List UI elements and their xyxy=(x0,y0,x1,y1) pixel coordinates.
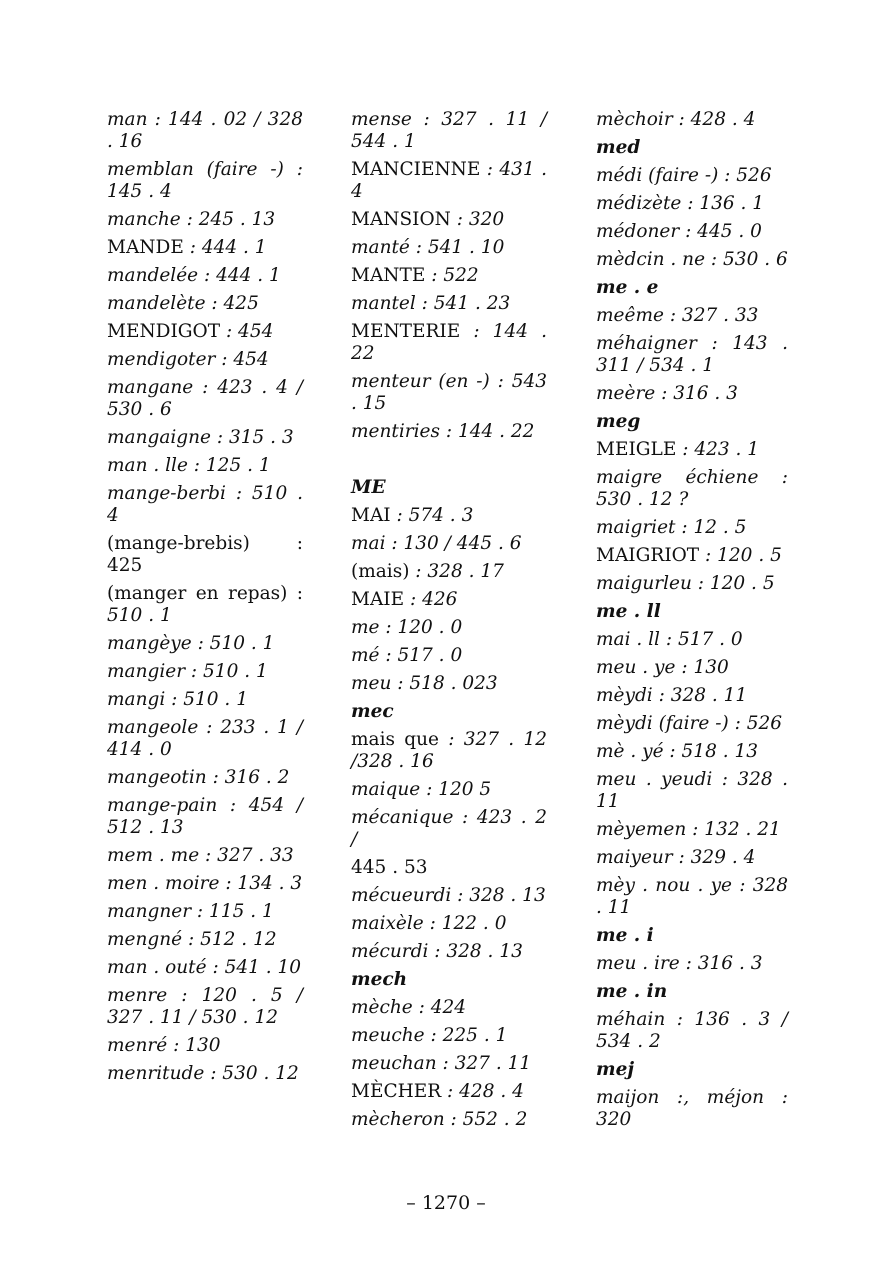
entry-word: médizète xyxy=(596,193,682,214)
page-number: – 1270 – xyxy=(406,1192,486,1214)
entry-word: mangèye xyxy=(107,633,192,654)
entry-word: mèchoir xyxy=(596,109,673,130)
entry-reference: : 316 . 3 xyxy=(679,953,763,974)
entry-word: MEIGLE xyxy=(596,439,677,460)
entry-word: manche xyxy=(107,209,181,230)
index-entry xyxy=(107,764,303,792)
entry-reference: : 425 xyxy=(205,293,259,314)
entry-word: MAI xyxy=(351,505,391,526)
entry-word: MANCIENNE xyxy=(351,159,481,180)
entry-reference: : 512 . 12 xyxy=(182,929,277,950)
entry-reference: : 136 . 3 / 534 . 2 xyxy=(596,1009,788,1052)
entry-reference: 510 . 1 xyxy=(107,605,172,626)
index-entry xyxy=(107,1032,303,1060)
entry-word: mengné xyxy=(107,929,183,950)
entry-word: MENDIGOT xyxy=(107,321,221,342)
section-heading: me . in xyxy=(596,981,668,1002)
entry-reference: : 136 . 1 xyxy=(681,193,765,214)
entry-word: meère xyxy=(596,383,656,404)
index-entry xyxy=(107,106,303,156)
entry-reference: : 328 . 13 xyxy=(428,941,523,962)
entry-reference: : 320 xyxy=(596,1087,788,1130)
index-entry xyxy=(596,844,788,872)
spacer xyxy=(351,446,547,474)
entry-reference: : 327 . 11 xyxy=(436,1053,532,1074)
index-entry xyxy=(107,156,303,206)
entry-reference: : 517 . 0 xyxy=(659,629,743,650)
entry-reference: : 510 . 4 xyxy=(107,483,303,526)
entry-word: me xyxy=(351,617,380,638)
index-entry xyxy=(107,870,303,898)
index-entry xyxy=(351,1078,547,1106)
index-entry xyxy=(351,234,547,262)
index-entry xyxy=(351,804,547,854)
index-entry xyxy=(596,514,788,542)
index-entry xyxy=(107,234,303,262)
index-entry xyxy=(107,842,303,870)
entry-word: meu . ye xyxy=(596,657,676,678)
entry-reference: : 428 . 4 xyxy=(441,1081,524,1102)
entry-word: méhain xyxy=(596,1009,666,1030)
entry-reference: : 530 . 12 xyxy=(204,1063,299,1084)
entry-word: mèy . nou . ye xyxy=(596,875,732,896)
entry-reference: : 423 . 2 / xyxy=(351,807,547,850)
index-entry xyxy=(351,558,547,586)
index-entry xyxy=(351,1106,547,1134)
entry-reference: : 233 . 1 / 414 . 0 xyxy=(107,717,303,760)
entry-reference: : 526 xyxy=(728,713,783,734)
entry-reference: : 130 xyxy=(675,657,729,678)
index-entry xyxy=(107,452,303,480)
entry-reference: : 423 . 1 xyxy=(676,439,760,460)
entry-word: mè . yé xyxy=(596,741,664,762)
index-entry xyxy=(596,816,788,844)
index-entry xyxy=(107,1060,303,1088)
entry-reference: : 552 . 2 xyxy=(444,1109,528,1130)
entry-reference: : 316 . 2 xyxy=(206,767,290,788)
index-entry xyxy=(596,1084,788,1134)
index-entry xyxy=(351,726,547,776)
entry-reference: : 518 . 13 xyxy=(663,741,759,762)
index-entry xyxy=(351,530,547,558)
entry-reference: : 120 5 xyxy=(420,779,492,800)
index-entry xyxy=(351,262,547,290)
entry-word: maijon :, méjon xyxy=(596,1087,765,1108)
entry-word: (manger en repas) : xyxy=(107,583,303,604)
entry-reference: : 424 xyxy=(412,997,467,1018)
entry-reference: : 328 . 13 xyxy=(451,885,546,906)
entry-reference: : 526 xyxy=(718,165,772,186)
index-entry xyxy=(596,246,788,274)
entry-reference: : 328 . 11 xyxy=(596,769,788,812)
entry-reference: : 316 . 3 xyxy=(655,383,738,404)
entry-reference: : 510 . 1 xyxy=(191,633,275,654)
index-column-3 xyxy=(596,106,788,1134)
index-entry xyxy=(596,162,788,190)
entry-word: 445 . 53 xyxy=(351,857,428,878)
entry-reference: : 245 . 13 xyxy=(180,209,276,230)
entry-reference: : 426 xyxy=(404,589,458,610)
index-entry xyxy=(351,368,547,418)
index-entry xyxy=(351,642,547,670)
entry-word: méhaigner xyxy=(596,333,697,354)
entry-word: meu xyxy=(351,673,392,694)
entry-word: MAIGRIOT xyxy=(596,545,700,566)
entry-word: MANTE xyxy=(351,265,426,286)
section-heading: me . i xyxy=(596,925,654,946)
entry-reference: : 327 . 33 xyxy=(199,845,294,866)
entry-word: meu . ire xyxy=(596,953,680,974)
entry-word: MENTERIE xyxy=(351,321,461,342)
entry-reference: : 444 . 1 xyxy=(183,237,267,258)
entry-reference: : 122 . 0 xyxy=(423,913,507,934)
entry-word: maique xyxy=(351,779,421,800)
entry-word: mange-berbi xyxy=(107,483,226,504)
entry-word: mangi xyxy=(107,689,166,710)
index-column-1 xyxy=(107,106,303,1088)
entry-word: meême xyxy=(596,305,664,326)
index-entry xyxy=(351,938,547,966)
entry-reference: : 144 . 22 xyxy=(351,321,547,364)
section-heading: mec xyxy=(351,701,394,722)
index-entry xyxy=(351,910,547,938)
entry-reference: : 518 . 023 xyxy=(391,673,498,694)
index-entry xyxy=(351,586,547,614)
entry-word: maiyeur xyxy=(596,847,673,868)
entry-reference: : 530 . 12 ? xyxy=(596,467,788,510)
index-entry xyxy=(107,580,303,630)
index-entry xyxy=(107,262,303,290)
entry-reference: : 130 / 445 . 6 xyxy=(385,533,522,554)
entry-reference: : 143 . 311 / 534 . 1 xyxy=(596,333,788,376)
index-entry xyxy=(107,926,303,954)
entry-word: mangeotin xyxy=(107,767,207,788)
index-entry xyxy=(351,206,547,234)
index-entry xyxy=(351,776,547,804)
entry-reference: : 115 . 1 xyxy=(191,901,274,922)
index-entry xyxy=(596,330,788,380)
index-entry xyxy=(107,686,303,714)
entry-word: mèyemen xyxy=(596,819,687,840)
index-entry xyxy=(596,738,788,766)
entry-reference: : 328 . 11 xyxy=(652,685,748,706)
index-entry xyxy=(596,950,788,978)
index-entry xyxy=(596,626,788,654)
index-entry xyxy=(596,106,788,134)
entry-word: MÈCHER xyxy=(351,1081,442,1102)
index-entry xyxy=(351,1050,547,1078)
index-entry xyxy=(107,954,303,982)
entry-word: MANSION xyxy=(351,209,451,230)
entry-word: mense xyxy=(351,109,412,130)
entry-word: mentiries xyxy=(351,421,440,442)
entry-reference: : 423 . 4 / 530 . 6 xyxy=(107,377,303,420)
entry-word: menre xyxy=(107,985,168,1006)
index-entry xyxy=(351,670,547,698)
entry-word: mais que xyxy=(351,729,439,750)
index-entry xyxy=(107,982,303,1032)
entry-word: maigre échiene xyxy=(596,467,759,488)
index-entry xyxy=(596,654,788,682)
entry-reference: : 225 . 1 xyxy=(424,1025,508,1046)
entry-word: maigriet xyxy=(596,517,676,538)
index-entry xyxy=(351,1022,547,1050)
index-entry xyxy=(351,318,547,368)
index-entry xyxy=(107,480,303,530)
entry-word: mècheron xyxy=(351,1109,445,1130)
entry-word: mendigoter xyxy=(107,349,216,370)
entry-word: MAIE xyxy=(351,589,405,610)
index-entry xyxy=(596,464,788,514)
entry-word: menritude xyxy=(107,1063,205,1084)
index-entry xyxy=(596,218,788,246)
entry-reference: : 125 . 1 xyxy=(187,455,271,476)
entry-reference: : 327 . 33 xyxy=(663,305,759,326)
index-entry xyxy=(107,898,303,926)
entry-word: maigurleu xyxy=(596,573,692,594)
entry-word: mangner xyxy=(107,901,192,922)
index-column-2 xyxy=(351,106,547,1134)
index-entry xyxy=(596,682,788,710)
entry-word: manté xyxy=(351,237,410,258)
entry-word: meuche xyxy=(351,1025,425,1046)
entry-reference: : 144 . 02 / 328 . 16 xyxy=(107,109,303,152)
entry-reference: : 517 . 0 xyxy=(379,645,463,666)
entry-word: mé xyxy=(351,645,380,666)
entry-reference: : 574 . 3 xyxy=(390,505,474,526)
entry-word: mantel xyxy=(351,293,416,314)
entry-reference: : 428 . 4 xyxy=(672,109,756,130)
entry-reference: : 454 / 512 . 13 xyxy=(107,795,303,838)
entry-word: mécanique xyxy=(351,807,454,828)
entry-word: man . outé xyxy=(107,957,207,978)
entry-reference: : 12 . 5 xyxy=(675,517,747,538)
entry-reference: : 541 . 10 xyxy=(206,957,302,978)
entry-reference: : 329 . 4 xyxy=(672,847,756,868)
index-entry xyxy=(596,710,788,738)
index-entry xyxy=(596,302,788,330)
entry-word: maixèle xyxy=(351,913,424,934)
index-entry xyxy=(107,346,303,374)
entry-reference: : 530 . 6 xyxy=(705,249,788,270)
entry-reference: : 134 . 3 xyxy=(219,873,303,894)
entry-word: mem . me xyxy=(107,845,200,866)
entry-reference: : 328 . 11 xyxy=(596,875,789,918)
index-entry xyxy=(351,106,547,156)
entry-reference: : 445 . 0 xyxy=(679,221,762,242)
entry-word: memblan (faire -) xyxy=(107,159,284,180)
entry-reference: : 522 xyxy=(425,265,479,286)
entry-reference: : 320 xyxy=(450,209,505,230)
entry-reference: : 327 . 12 /328 . 16 xyxy=(351,729,547,772)
entry-reference: : 120 . 5 xyxy=(691,573,775,594)
entry-reference: : 130 xyxy=(167,1035,221,1056)
entry-reference: : 327 . 11 / 544 . 1 xyxy=(351,109,547,152)
entry-reference: : 145 . 4 xyxy=(107,159,303,202)
entry-word: mange-pain xyxy=(107,795,218,816)
entry-word: mandelée xyxy=(107,265,199,286)
entry-word: mai . ll xyxy=(596,629,660,650)
entry-word: menteur (en -) xyxy=(351,371,490,392)
entry-reference: : 444 . 1 xyxy=(198,265,281,286)
index-entry xyxy=(107,318,303,346)
index-entry xyxy=(107,424,303,452)
index-entry xyxy=(596,570,788,598)
entry-word: (mais) xyxy=(351,561,410,582)
section-heading: ME xyxy=(351,477,386,498)
entry-reference: : 120 . 5 / 327 . 11 / 530 . 12 xyxy=(107,985,303,1028)
index-entry xyxy=(107,290,303,318)
index-entry xyxy=(351,156,547,206)
index-entry xyxy=(596,542,788,570)
index-entry xyxy=(351,854,547,882)
section-heading: mech xyxy=(351,969,408,990)
entry-word: man . lle xyxy=(107,455,188,476)
index-entry xyxy=(596,436,788,464)
index-entry xyxy=(596,766,788,816)
entry-word: (mange-brebis) : 425 xyxy=(107,533,303,576)
entry-reference: : 120 . 5 xyxy=(699,545,782,566)
entry-reference: : 510 . 1 xyxy=(165,689,248,710)
entry-reference: : 431 . 4 xyxy=(351,159,547,202)
entry-word: mai xyxy=(351,533,386,554)
section-heading: mej xyxy=(596,1059,635,1080)
entry-word: meu . yeudi xyxy=(596,769,713,790)
index-entry xyxy=(107,792,303,842)
entry-reference: : 541 . 10 xyxy=(409,237,505,258)
index-entry xyxy=(596,1006,788,1056)
section-heading: me . ll xyxy=(596,601,661,622)
section-heading: me . e xyxy=(596,277,659,298)
index-entry xyxy=(596,380,788,408)
index-entry xyxy=(351,614,547,642)
entry-word: médoner xyxy=(596,221,680,242)
index-entry xyxy=(107,630,303,658)
index-entry xyxy=(351,882,547,910)
entry-word: mèydi xyxy=(596,685,653,706)
index-entry xyxy=(351,418,547,446)
entry-word: mécueurdi xyxy=(351,885,452,906)
index-entry xyxy=(107,658,303,686)
entry-word: mangane xyxy=(107,377,194,398)
section-heading: meg xyxy=(596,411,641,432)
entry-word: mangier xyxy=(107,661,186,682)
entry-word: médi (faire -) xyxy=(596,165,719,186)
entry-reference: : 543 . 15 xyxy=(351,371,548,414)
entry-reference: : 120 . 0 xyxy=(379,617,463,638)
entry-reference: : 510 . 1 xyxy=(185,661,268,682)
entry-word: mèdcin . ne xyxy=(596,249,706,270)
index-entry xyxy=(107,530,303,580)
entry-word: menré xyxy=(107,1035,168,1056)
entry-reference: : 541 . 23 xyxy=(415,293,511,314)
entry-word: MANDE xyxy=(107,237,184,258)
entry-word: mèydi (faire -) xyxy=(596,713,729,734)
index-entry xyxy=(107,374,303,424)
entry-reference: : 454 xyxy=(215,349,269,370)
entry-word: mécurdi xyxy=(351,941,429,962)
entry-word: mangaigne xyxy=(107,427,211,448)
entry-reference: : 144 . 22 xyxy=(439,421,535,442)
section-heading: med xyxy=(596,137,641,158)
index-entry xyxy=(596,872,788,922)
entry-word: mandelète xyxy=(107,293,206,314)
entry-reference: : 454 xyxy=(220,321,274,342)
index-entry xyxy=(596,190,788,218)
entry-reference: : 132 . 21 xyxy=(686,819,781,840)
index-entry xyxy=(351,994,547,1022)
index-entry xyxy=(351,502,547,530)
entry-reference: : 328 . 17 xyxy=(409,561,504,582)
entry-word: men . moire xyxy=(107,873,220,894)
entry-word: man xyxy=(107,109,148,130)
entry-word: mèche xyxy=(351,997,413,1018)
entry-word: meuchan xyxy=(351,1053,437,1074)
entry-word: mangeole xyxy=(107,717,199,738)
index-entry xyxy=(107,714,303,764)
index-entry xyxy=(351,290,547,318)
entry-reference: : 315 . 3 xyxy=(210,427,294,448)
index-entry xyxy=(107,206,303,234)
